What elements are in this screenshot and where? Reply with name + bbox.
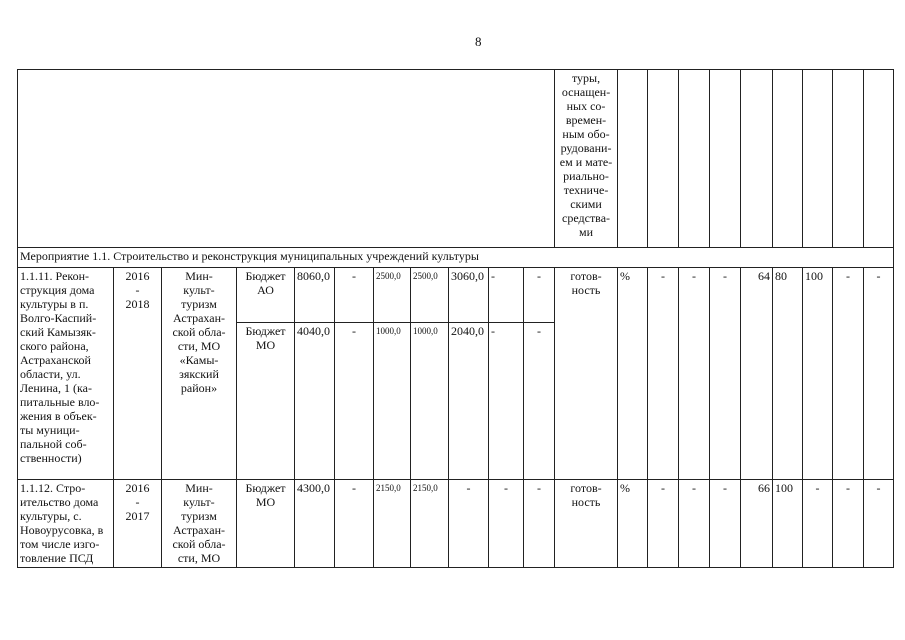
funding-year: 2040,0: [449, 323, 489, 480]
funding-total: 8060,0: [295, 268, 335, 323]
indicator-unit: %: [618, 480, 648, 568]
funding-source: Бюджет АО: [237, 268, 295, 323]
indicator-name: готов- ность: [555, 480, 618, 568]
indicator-unit: %: [618, 268, 648, 480]
header-indicator-cell: туры, оснащен- ных со- времен- ным обо- рудовани- ем и мате- риально- техниче- скими средства- ми: [555, 70, 618, 248]
funding-year: 3060,0: [449, 268, 489, 323]
funding-year: 2150,0: [411, 480, 449, 568]
funding-year: -: [489, 268, 524, 323]
indicator-value: -: [648, 480, 679, 568]
indicator-value: -: [864, 268, 894, 480]
indicator-value: -: [864, 480, 894, 568]
funding-year: 2500,0: [411, 268, 449, 323]
indicator-value: -: [710, 268, 741, 480]
measure-name: 1.1.11. Рекон- струкция дома культуры в п. Волго-Каспий- ский Камызяк- ского района, Астраханской области, ул. Ленина, 1 (ка- питальные вло- жения в объек- ты муници- пальной соб- ственности): [18, 268, 114, 480]
funding-year: -: [489, 480, 524, 568]
header-empty-cell: [18, 70, 555, 248]
funding-year: 2150,0: [374, 480, 411, 568]
indicator-value: -: [833, 268, 864, 480]
indicator-value: -: [679, 268, 710, 480]
funding-year: -: [524, 268, 555, 323]
funding-year: -: [524, 323, 555, 480]
section-title-row: [18, 248, 894, 268]
indicator-value: -: [648, 268, 679, 480]
funding-year: -: [335, 480, 374, 568]
section-title: Мероприятие 1.1. Строительство и реконструкция муниципальных учреждений культуры: [18, 248, 894, 268]
funding-year: -: [524, 480, 555, 568]
indicator-value: 100: [773, 480, 803, 568]
indicator-value: -: [833, 480, 864, 568]
period-years: 2016 - 2017: [114, 480, 162, 568]
period-years: 2016 - 2018: [114, 268, 162, 480]
funding-year: -: [335, 323, 374, 480]
funding-total: 4040,0: [295, 323, 335, 480]
table-row: [18, 480, 894, 568]
indicator-value: -: [803, 480, 833, 568]
funding-year: 2500,0: [374, 268, 411, 323]
executor: Мин- культ- туризм Астрахан- ской обла- сти, МО «Камы- зякский район»: [162, 268, 237, 480]
indicator-name: готов- ность: [555, 268, 618, 480]
budget-table: [17, 69, 894, 568]
header-continuation-row: [18, 70, 894, 248]
indicator-value: -: [679, 480, 710, 568]
indicator-value: 80: [773, 268, 803, 480]
funding-year: -: [449, 480, 489, 568]
funding-year: -: [335, 268, 374, 323]
funding-year: 1000,0: [411, 323, 449, 480]
page-number: 8: [475, 34, 482, 49]
table-row: [18, 268, 894, 323]
funding-year: 1000,0: [374, 323, 411, 480]
funding-source: Бюджет МО: [237, 323, 295, 480]
measure-name: 1.1.12. Стро- ительство дома культуры, с. Новоурусовка, в том числе изго- товление ПСД: [18, 480, 114, 568]
funding-source: Бюджет МО: [237, 480, 295, 568]
funding-year: -: [489, 323, 524, 480]
indicator-value: 66: [741, 480, 773, 568]
executor: Мин- культ- туризм Астрахан- ской обла- сти, МО: [162, 480, 237, 568]
funding-total: 4300,0: [295, 480, 335, 568]
indicator-value: 100: [803, 268, 833, 480]
indicator-value: -: [710, 480, 741, 568]
indicator-value: 64: [741, 268, 773, 480]
